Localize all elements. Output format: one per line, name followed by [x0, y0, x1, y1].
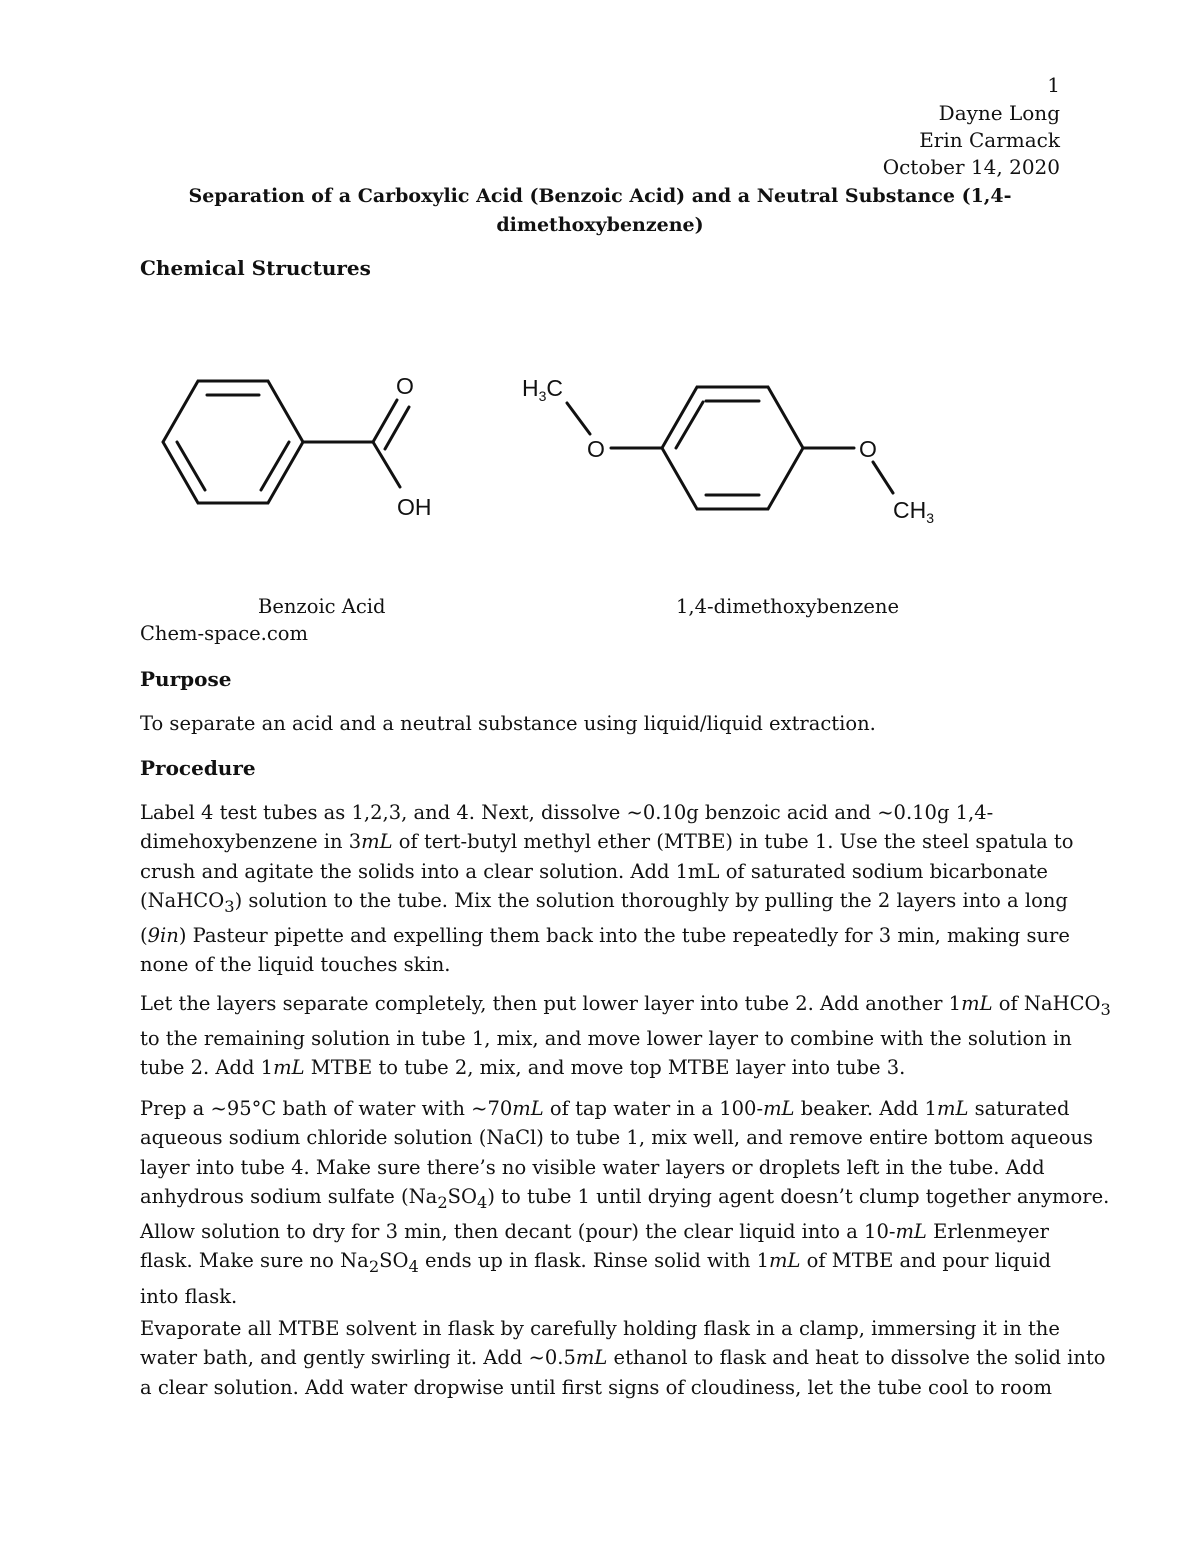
h3c-c: C — [546, 375, 564, 401]
h3c-sub: 3 — [538, 388, 547, 404]
ch3-ch: CH — [893, 497, 927, 523]
p4-line-3: a clear solution. Add water dropwise until first signs of cloudiness, let the tube cool to room — [140, 1375, 1052, 1399]
subscript: 4 — [408, 1257, 419, 1277]
procedure-paragraph-1 — [140, 798, 1074, 980]
unit-italic: 9in — [147, 924, 179, 948]
text-run: ethanol to flask and heat to dissolve the solid into — [607, 1346, 1106, 1370]
p4-line-1: Evaporate all MTBE solvent in flask by carefully holding flask in a clamp, immersing it in the — [140, 1317, 1060, 1340]
procedure-paragraph-3 — [140, 1094, 1110, 1311]
p3-line-7: into flask. — [140, 1284, 238, 1308]
text-run: Allow solution to dry for 3 min, then decant (pour) the clear liquid into a 10- — [140, 1220, 896, 1244]
partner-name: Erin Carmack — [919, 128, 1060, 152]
text-run: flask. Make sure no Na — [140, 1249, 369, 1273]
structure-source: Chem-space.com — [140, 622, 309, 645]
unit-italic: mL — [575, 1346, 608, 1370]
text-run: (NaHCO — [140, 888, 225, 912]
p3-line-2: aqueous sodium chloride solution (NaCl) to tube 1, mix well, and remove entire bottom aqueous — [140, 1126, 1094, 1150]
methyl-label-top — [522, 375, 563, 404]
oxygen-label-right: O — [859, 436, 877, 462]
p3-line-5 — [140, 1217, 1065, 1246]
author-name: Dayne Long — [938, 101, 1060, 125]
procedure-paragraph-2 — [140, 989, 1111, 1083]
unit-italic: mL — [273, 1056, 305, 1080]
benzoic-acid-caption: Benzoic Acid — [258, 595, 386, 618]
h3c-h: H — [522, 375, 539, 401]
title-line-1: Separation of a Carboxylic Acid (Benzoic Acid) and a Neutral Substance (1,4- — [188, 185, 1012, 207]
text-run: ) Pasteur pipette and expelling them back into the tube repeatedly for 3 min, making sure — [178, 924, 1070, 948]
chemical-structures-heading: Chemical Structures — [140, 256, 371, 280]
text-run: Erlenmeyer — [926, 1220, 1049, 1244]
text-run: MTBE to tube 2, mix, and move top MTBE layer into tube 3. — [304, 1056, 906, 1080]
text-run: of NaHCO — [992, 992, 1101, 1015]
p2-line-3 — [140, 1053, 1065, 1082]
procedure-heading: Procedure — [140, 756, 256, 780]
text-run: Prep a ~95°C bath of water with ~70 — [140, 1097, 513, 1120]
p3-line-4 — [140, 1182, 1110, 1217]
text-run: of MTBE and pour liquid — [800, 1249, 1051, 1273]
unit-italic: mL — [763, 1097, 795, 1120]
text-run: of tap water in a 100- — [543, 1097, 764, 1120]
text-run: dimehoxybenzene in 3 — [140, 830, 362, 854]
text-run: of tert-butyl methyl ether (MTBE) in tube 1. Use the steel spatula to — [392, 830, 1074, 854]
report-date: October 14, 2020 — [882, 155, 1060, 179]
text-run: ( — [140, 924, 148, 948]
text-run: SO — [447, 1184, 478, 1208]
title-line-2: dimethoxybenzene) — [496, 214, 704, 236]
p1-line-3: crush and agitate the solids into a clear solution. Add 1mL of saturated sodium bicarbonate — [140, 859, 1048, 883]
unit-italic: mL — [895, 1220, 927, 1244]
purpose-text: To separate an acid and a neutral substance using liquid/liquid extraction. — [140, 712, 876, 735]
dimethoxybenzene-structure — [515, 365, 955, 530]
unit-italic: mL — [512, 1097, 544, 1120]
p3-line-6 — [140, 1246, 1065, 1281]
hydroxyl-label: OH — [397, 494, 432, 520]
document-title — [140, 182, 1060, 240]
p3-line-1 — [140, 1094, 1070, 1123]
text-run: saturated — [968, 1097, 1070, 1120]
page-number: 1 — [1047, 73, 1060, 97]
unit-italic: mL — [936, 1097, 969, 1120]
p4-line-2 — [140, 1343, 1106, 1372]
p1-line-5 — [140, 921, 1070, 950]
p1-line-6: none of the liquid touches skin. — [140, 953, 451, 977]
p3-line-3: layer into tube 4. Make sure there’s no visible water layers or droplets left in the tube. Add — [140, 1155, 1045, 1179]
dimethoxybenzene-caption: 1,4-dimethoxybenzene — [676, 595, 899, 618]
procedure-paragraph-4 — [140, 1314, 1106, 1402]
text-run: tube 2. Add 1 — [140, 1056, 274, 1080]
subscript: 3 — [224, 896, 235, 916]
oxygen-label: O — [396, 373, 414, 399]
text-run: water bath, and gently swirling it. Add ~0.5 — [140, 1346, 576, 1370]
text-run: beaker. Add 1 — [794, 1097, 937, 1120]
unit-italic: mL — [768, 1249, 801, 1273]
purpose-heading: Purpose — [140, 667, 232, 691]
subscript: 3 — [1100, 999, 1111, 1019]
p1-line-1: Label 4 test tubes as 1,2,3, and 4. Next, dissolve ~0.10g benzoic acid and ~0.10g 1,4- — [140, 801, 994, 824]
p2-line-2: to the remaining solution in tube 1, mix, and move lower layer to combine with the solution in — [140, 1027, 1072, 1051]
ch3-sub: 3 — [926, 510, 935, 526]
methyl-label-bottom — [893, 497, 934, 526]
p1-line-2 — [140, 827, 1074, 856]
text-run: ) solution to the tube. Mix the solution thoroughly by pulling the 2 layers into a long — [234, 888, 1068, 912]
subscript: 4 — [477, 1192, 488, 1212]
p1-line-4 — [140, 886, 1068, 921]
text-run: anhydrous sodium sulfate (Na — [140, 1184, 438, 1208]
text-run: ) to tube 1 until drying agent doesn’t clump together anymore. — [487, 1184, 1110, 1208]
text-run: ends up in flask. Rinse solid with 1 — [418, 1249, 769, 1273]
unit-italic: mL — [961, 992, 993, 1015]
oxygen-label-left: O — [587, 436, 605, 462]
unit-italic: mL — [361, 830, 393, 854]
p2-line-1 — [140, 989, 1111, 1024]
subscript: 2 — [437, 1192, 448, 1212]
subscript: 2 — [368, 1257, 380, 1277]
benzoic-acid-structure — [150, 360, 450, 530]
text-run: Let the layers separate completely, then put lower layer into tube 2. Add another 1 — [140, 992, 962, 1015]
text-run: SO — [379, 1249, 409, 1273]
